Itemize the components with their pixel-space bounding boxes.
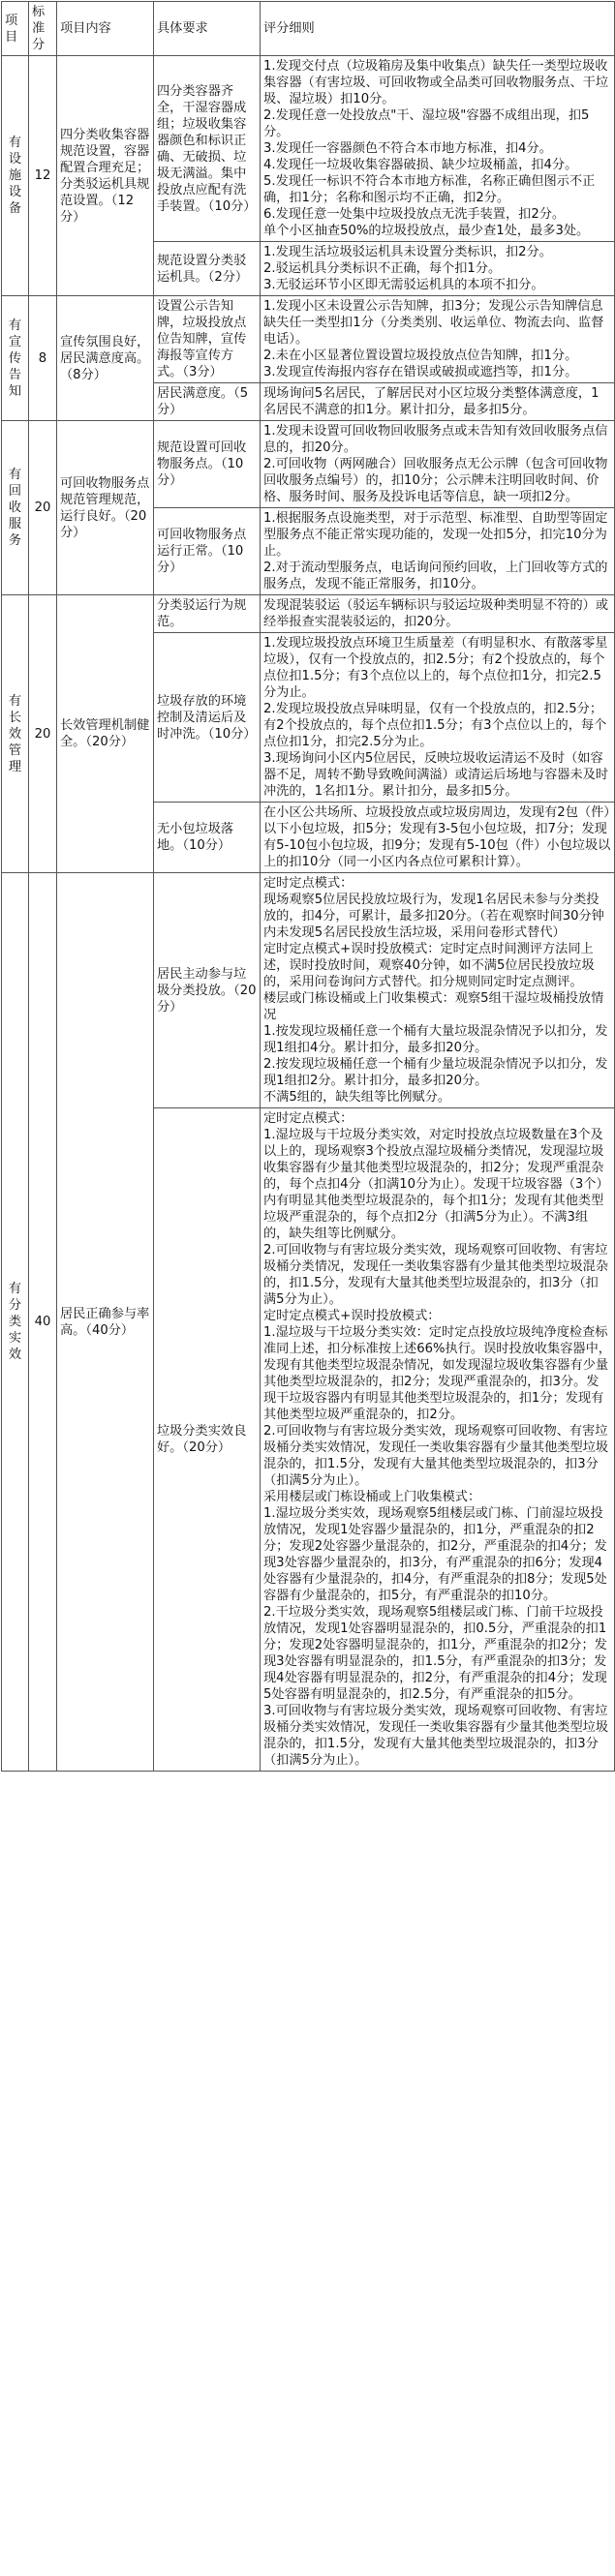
score-cell: 8 bbox=[29, 296, 57, 421]
table-row bbox=[2, 296, 615, 383]
content-cell: 居民正确参与率高。（40分） bbox=[57, 873, 154, 1772]
detail-cell: 发现混装驳运（驳运车辆标识与驳运垃圾种类明显不符的）或经举报查实混装驳运的，扣20分。 bbox=[261, 595, 615, 633]
requirement-cell: 分类驳运行为规范。 bbox=[154, 595, 261, 633]
detail-cell: 1.发现交付点（垃圾箱房及集中收集点）缺失任一类型垃圾收集容器（有害垃圾、可回收物或全品类可回收物服务点、干垃圾、湿垃圾）扣10分。 2.发现任意一处投放点"干、湿垃圾"容器不成组出现，扣5分。 3.发现任一容器颜色不符合本市地方标准，扣4分。 4.发现任一垃圾收集容器破损、缺少垃圾桶盖，扣4分。 5.发现任一标识不符合本市地方标准，名称正确但图示不正确，扣1分；名称和图示均不正确，扣2分。 6.发现任意一处集中垃圾投放点无洗手装置，扣2分。 单个小区抽查50%的垃圾投放点，最少查1处，最多3处。 bbox=[261, 56, 615, 242]
table-row bbox=[2, 56, 615, 242]
header-detail: 评分细则 bbox=[261, 2, 615, 56]
detail-cell: 1.发现垃圾投放点环境卫生质量差（有明显积水、有散落零星垃圾），仅有一个投放点的，扣2.5分；有2个投放点的，每个点位扣1.5分；有3个点位以上的，每个点位扣1分，扣完2.5分为止。 2.发现垃圾投放点异味明显，仅有一个投放点的，扣2.5分；有2个投放点的，每个点位扣1.5分；有3个点位以上的，每个点位扣1分，扣完2.5分为止。 3.现场询问小区内5位居民，反映垃圾收运清运不及时（如容器不足，周转不勤导致晚间满溢）或清运后场地与容器未及时冲洗的，1名扣1分。累计扣分，最多扣5分。 bbox=[261, 633, 615, 803]
item-cell: 有宣传告知 bbox=[2, 296, 29, 421]
content-cell: 四分类收集容器规范设置，容器配置合理充足；分类驳运机具规范设置。（12分） bbox=[57, 56, 154, 296]
requirement-cell: 垃圾分类实效良好。（20分） bbox=[154, 1108, 261, 1772]
score-cell: 20 bbox=[29, 595, 57, 873]
detail-cell: 定时定点模式： 现场观察5位居民投放垃圾行为，发现1名居民未参与分类投放的，扣4分，可累计，最多扣20分。（若在观察时间30分钟内未发现5名居民投放生活垃圾，采用问卷形式替代） 定时定点模式+误时投放模式：定时定点时间测评方法同上述，误时投放时间，观察40分钟，如不满5位居民投放垃圾的，采用问卷询问方式替代。扣分规则同定时定点测评。 楼层或门栋设桶或上门收集模式：观察5组干湿垃圾桶投放情况 1.按发现垃圾桶任意一个桶有大量垃圾混杂情况予以扣分，发现1组扣4分。累计扣分，最多扣20分。 2.按发现垃圾桶任意一个桶有少量垃圾混杂情况予以扣分，发现1组扣2分。累计扣分，最多扣20分。 不满5组的，缺失组等比例赋分。 bbox=[261, 873, 615, 1108]
requirement-cell: 设置公示告知牌，垃圾投放点位告知牌，宣传海报等宣传方式。（3分） bbox=[154, 296, 261, 383]
score-cell: 20 bbox=[29, 421, 57, 595]
detail-cell: 1.发现小区未设置公示告知牌，扣3分；发现公示告知牌信息缺失任一类型扣1分（分类类别、收运单位、物流去向、监督电话）。 2.未在小区显著位置设置垃圾投放点位告知牌，扣1分。 3.发现宣传海报内容存在错误或破损或遮挡等，扣1分。 bbox=[261, 296, 615, 383]
requirement-cell: 无小包垃圾落地。（10分） bbox=[154, 803, 261, 873]
item-cell: 有分类实效 bbox=[2, 873, 29, 1772]
requirement-cell: 居民主动参与垃圾分类投放。（20分） bbox=[154, 873, 261, 1108]
requirement-cell: 居民满意度。（5分） bbox=[154, 383, 261, 421]
header-score: 标准分 bbox=[29, 2, 57, 56]
table-row bbox=[2, 873, 615, 1108]
content-cell: 长效管理机制健全。（20分） bbox=[57, 595, 154, 873]
requirement-cell: 四分类容器齐全，干湿容器成组；垃圾收集容器颜色和标识正确、无破损、垃圾无满溢。集中投放点应配有洗手装置。（10分） bbox=[154, 56, 261, 242]
header-item: 项目 bbox=[2, 2, 29, 56]
scoring-table bbox=[1, 1, 615, 1772]
item-cell: 有设施设备 bbox=[2, 56, 29, 296]
table-row bbox=[2, 421, 615, 508]
detail-cell: 1.发现生活垃圾驳运机具未设置分类标识，扣2分。 2.驳运机具分类标识不正确，每个扣1分。 3.无驳运环节小区即无需驳运机具的本项不扣分。 bbox=[261, 242, 615, 296]
requirement-cell: 可回收物服务点运行正常。（10分） bbox=[154, 508, 261, 595]
detail-cell: 1.发现未设置可回收物回收服务点或未告知有效回收服务点信息的，扣20分。 2.可回收物（两网融合）回收服务点无公示牌（包含可回收物回收服务点编号）的，扣10分；公示牌未注明回收时间、价格、服务时间、服务及投诉电话等信息，缺一项扣2分。 bbox=[261, 421, 615, 508]
detail-cell: 现场询问5名居民，了解居民对小区垃圾分类整体满意度，1名居民不满意的扣1分。累计扣分，最多扣5分。 bbox=[261, 383, 615, 421]
detail-cell: 1.根据服务点设施类型，对于示范型、标准型、自助型等固定型服务点不能正常实现功能的，发现一处扣5分，扣完10分为止。 2.对于流动型服务点，电话询问预约回收，上门回收等方式的服务点，发现不能正常服务，扣10分。 bbox=[261, 508, 615, 595]
requirement-cell: 垃圾存放的环境控制及清运后及时冲洗。（10分） bbox=[154, 633, 261, 803]
requirement-cell: 规范设置可回收物服务点。（10分） bbox=[154, 421, 261, 508]
requirement-cell: 规范设置分类驳运机具。（2分） bbox=[154, 242, 261, 296]
content-cell: 宣传氛围良好，居民满意度高。（8分） bbox=[57, 296, 154, 421]
header-content: 项目内容 bbox=[57, 2, 154, 56]
score-cell: 12 bbox=[29, 56, 57, 296]
header-requirement: 具体要求 bbox=[154, 2, 261, 56]
detail-cell: 在小区公共场所、垃圾投放点或垃圾房周边，发现有2包（件）以下小包垃圾，扣5分；发现有3-5包小包垃圾，扣7分；发现有5-10包小包垃圾，扣9分；发现有5-10包（件）小包垃圾以上的扣10分（同一小区内各点位可累积计算）。 bbox=[261, 803, 615, 873]
score-cell: 40 bbox=[29, 873, 57, 1772]
table-row bbox=[2, 595, 615, 633]
item-cell: 有长效管理 bbox=[2, 595, 29, 873]
header-row bbox=[2, 2, 615, 56]
detail-cell: 定时定点模式： 1.湿垃圾与干垃圾分类实效，对定时投放点垃圾数量在3个及以上的，现场观察3个投放点湿垃圾桶分类情况，发现湿垃圾收集容器有少量其他类型垃圾混杂的，扣2分；发现严重混杂的，每个点扣4分（扣满10分为止）。发现干垃圾容器（3个）内有明显其他类型垃圾混杂的，每个扣1分；发现有其他类型垃圾严重混杂的，每个点扣2分（扣满5分为止）。不满3组的，缺失组等比例赋分。 2.可回收物与有害垃圾分类实效，现场观察可回收物、有害垃圾桶分类情况，发现任一类收集容器有少量其他类型垃圾混杂的，扣1.5分，发现有大量其他类型垃圾混杂的，扣3分（扣满5分为止）。 定时定点模式+误时投放模式： 1.湿垃圾与干垃圾分类实效：定时定点投放垃圾纯净度检查标准同上述，扣分标准按上述66%执行。误时投放收集容器中，发现有其他类型垃圾混杂情况，如发现湿垃圾收集容器有少量其他类型垃圾混杂的，扣2分；发现严重混杂的，扣3分。发现干垃圾容器内有明显其他类型垃圾混杂的，扣1分；发现有其他类型垃圾严重混杂的，扣2分。 2.可回收物与有害垃圾分类实效，现场观察可回收物、有害垃圾桶分类实效情况，发现任一类收集容器有少量其他类型垃圾混杂的，扣1.5分，发现有大量其他类型垃圾混杂的，扣3分（扣满5分为止）。 采用楼层或门栋设桶或上门收集模式： 1.湿垃圾分类实效，现场观察5组楼层或门栋、门前湿垃圾投放情况，发现1处容器少量混杂的，扣1分，严重混杂的扣2分；发现2处容器少量混杂的，扣2分，严重混杂的扣4分；发现3处容器少量混杂的，扣3分，有严重混杂的扣6分；发现4处容器有少量混杂的，扣4分，有严重混杂的扣8分；发现5处容器有少量混杂的，扣5分，有严重混杂的扣10分。 2.干垃圾分类实效，现场观察5组楼层或门栋、门前干垃圾投放情况，发现1处容器明显混杂的，扣0.5分，严重混杂的扣1分；发现2处容器明显混杂的，扣1分，严重混杂的扣2分；发现3处容器有明显混杂的，扣1.5分，有严重混杂的扣3分；发现4处容器有明显混杂的，扣2分，有严重混杂的扣4分；发现5处容器有明显混杂的，扣2.5分，有严重混杂的扣5分。 3.可回收物与有害垃圾分类实效，现场观察可回收物、有害垃圾桶分类实效情况，发现任一类收集容器有少量其他类型垃圾混杂的，扣1.5分，发现有大量其他类型垃圾混杂的，扣3分（扣满5分为止）。 bbox=[261, 1108, 615, 1772]
item-cell: 有回收服务 bbox=[2, 421, 29, 595]
content-cell: 可回收物服务点规范管理规范，运行良好。（20分） bbox=[57, 421, 154, 595]
